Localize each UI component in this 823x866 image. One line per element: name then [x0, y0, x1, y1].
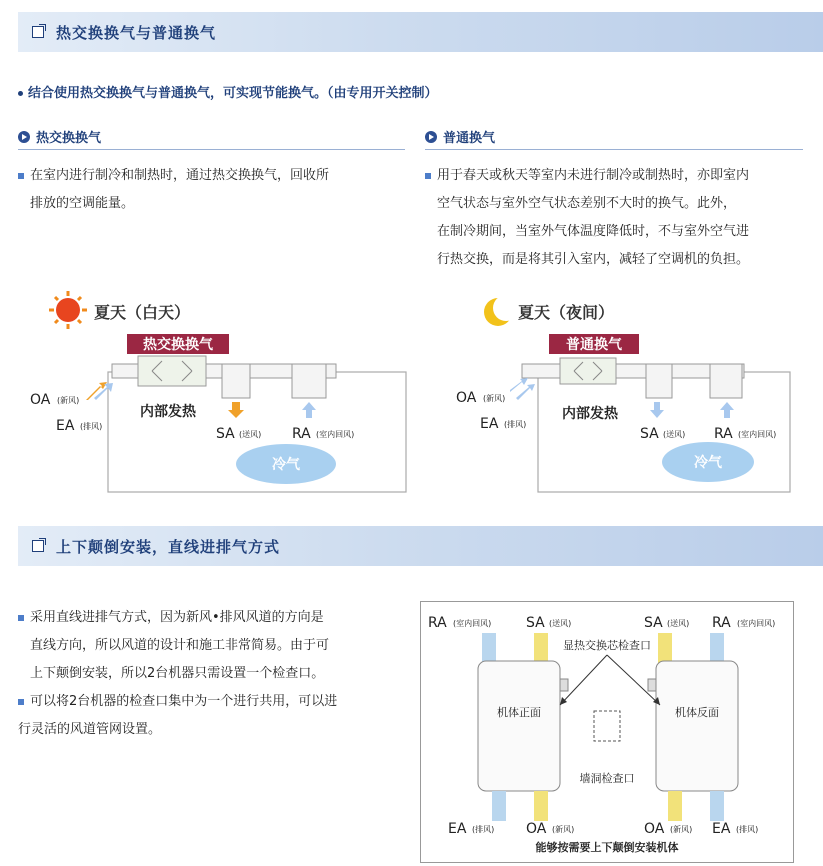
- diagram-summer-night: [440, 288, 820, 498]
- section-title: 上下颠倒安装，直线进排气方式: [56, 537, 281, 556]
- sa2-label: SA: [644, 615, 663, 631]
- section-header-heat-exchange: [18, 12, 823, 52]
- ea-sub-label: (排风): [504, 420, 527, 429]
- ra1-label: RA: [428, 615, 447, 631]
- heat-exchanger-unit: [138, 356, 206, 386]
- cool-label: 冷气: [272, 457, 300, 473]
- oa-arrow-icon: [510, 378, 528, 392]
- ea1-sub-label: (排风): [472, 825, 495, 834]
- ea-label: EA: [56, 418, 75, 434]
- ra-sub-label: (室内回风): [738, 430, 777, 439]
- text-line: 行热交换，而是将其引入室内，减轻了空调机的负担。: [437, 252, 750, 267]
- arrow-circle-icon: [18, 131, 30, 143]
- ra2-label: RA: [712, 615, 731, 631]
- left-description: [18, 162, 408, 218]
- ra1-sub-label: (室内回风): [453, 619, 492, 628]
- ea2-sub-label: (排风): [736, 825, 759, 834]
- heat-label: 内部发热: [562, 406, 618, 422]
- intro-label: 结合使用热交换换气与普通换气，可实现节能换气。（由专用开关控制）: [28, 86, 438, 101]
- pipe-oa1: [534, 791, 548, 821]
- oa2-label: OA: [644, 821, 665, 837]
- ea2-label: EA: [712, 821, 731, 837]
- ra-sub-label: (室内回风): [316, 430, 355, 439]
- section-title: 热交换换气与普通换气: [56, 23, 217, 42]
- intro-text: [18, 82, 438, 101]
- pipe-ra1: [482, 633, 496, 663]
- text-line: 空气状态与室外空气状态差别不大时的换气。此外，: [437, 196, 737, 211]
- ra-label: RA: [714, 426, 733, 442]
- subhead-heat-exchange: [18, 124, 405, 150]
- sa-sub-label: (送风): [663, 430, 686, 439]
- oa1-sub-label: (新风): [552, 825, 575, 834]
- ra-grille: [292, 364, 326, 398]
- pipe-ea1: [492, 791, 506, 821]
- ra-grille: [710, 364, 742, 398]
- ceiling-check-label: 墙洞检查口: [579, 772, 635, 785]
- right-description: [425, 162, 823, 274]
- mode-label: 热交换换气: [143, 337, 213, 353]
- moon-icon: [484, 295, 519, 326]
- season-label: 夏天（白天）: [94, 303, 191, 322]
- text-line: 可以将2台机器的检查口集中为一个进行共用，可以进: [30, 694, 338, 709]
- oa-label: OA: [456, 390, 477, 406]
- sa-sub-label: (送风): [239, 430, 262, 439]
- subhead-title: 普通换气: [443, 131, 496, 146]
- text-line: 采用直线进排气方式，因为新风•排风风道的方向是: [30, 610, 324, 625]
- text-line: 在制冷期间，当室外气体温度降低时，不与室外空气进: [437, 224, 750, 239]
- bullet-square-icon: [18, 173, 24, 179]
- pipe-ea2: [710, 791, 724, 821]
- sa2-sub-label: (送风): [667, 619, 690, 628]
- season-label: 夏天（夜间）: [518, 303, 615, 322]
- ra2-sub-label: (室内回风): [737, 619, 776, 628]
- bullet-square-icon: [425, 173, 431, 179]
- sun-icon: [49, 291, 87, 329]
- sa-grille: [222, 364, 250, 398]
- oa-sub-label: (新风): [483, 394, 506, 403]
- mode-label: 普通换气: [566, 337, 622, 353]
- text-line: 排放的空调能量。: [30, 196, 135, 211]
- external-link-icon: [32, 26, 44, 38]
- text-line: 上下颠倒安装，所以2台机器只需设置一个检查口。: [30, 666, 325, 681]
- text-line: 用于春天或秋天等室内未进行制冷或制热时，亦即室内: [437, 168, 750, 183]
- unit-front: [478, 661, 560, 791]
- pipe-ra2: [710, 633, 724, 663]
- oa-sub-label: (新风): [57, 396, 80, 405]
- pipe-sa1: [534, 633, 548, 663]
- subhead-title: 热交换换气: [36, 131, 102, 146]
- back-label: 机体反面: [675, 706, 719, 719]
- oa1-label: OA: [526, 821, 547, 837]
- unit-back: [656, 661, 738, 791]
- sa-label: SA: [216, 426, 235, 442]
- sa1-sub-label: (送风): [549, 619, 572, 628]
- bullet-square-icon: [18, 699, 24, 705]
- core-check-label: 显热交换芯检查口: [563, 639, 651, 652]
- ea-sub-label: (排风): [80, 422, 103, 431]
- oa-label: OA: [30, 392, 51, 408]
- text-line: 直线方向，所以风道的设计和施工非常简易。由于可: [30, 638, 330, 653]
- heat-exchanger-unit: [560, 358, 616, 384]
- ea1-label: EA: [448, 821, 467, 837]
- subhead-normal-ventilation: [425, 124, 803, 150]
- installation-diagram: [420, 601, 794, 863]
- oa2-sub-label: (新风): [670, 825, 693, 834]
- text-line: 在室内进行制冷和制热时，通过热交换换气，回收所: [30, 168, 330, 183]
- text-line: 行灵活的风道管网设置。: [18, 722, 162, 737]
- bullet-square-icon: [18, 615, 24, 621]
- pipe-sa2: [658, 633, 672, 663]
- ea-label: EA: [480, 416, 499, 432]
- pipe-oa2: [668, 791, 682, 821]
- section-header-installation: [18, 526, 823, 566]
- sa-label: SA: [640, 426, 659, 442]
- external-link-icon: [32, 540, 44, 552]
- front-label: 机体正面: [497, 706, 541, 719]
- installation-description: [18, 604, 398, 744]
- sa-grille: [646, 364, 672, 398]
- ea-arrow-icon: [516, 384, 535, 400]
- heat-label: 内部发热: [140, 404, 196, 420]
- bullet-icon: [18, 91, 23, 96]
- arrow-circle-icon: [425, 131, 437, 143]
- cool-label: 冷气: [694, 455, 722, 471]
- diagram-summer-day: [30, 288, 410, 498]
- ra-label: RA: [292, 426, 311, 442]
- sa1-label: SA: [526, 615, 545, 631]
- diagram-caption: 能够按需要上下颠倒安装机体: [535, 841, 679, 854]
